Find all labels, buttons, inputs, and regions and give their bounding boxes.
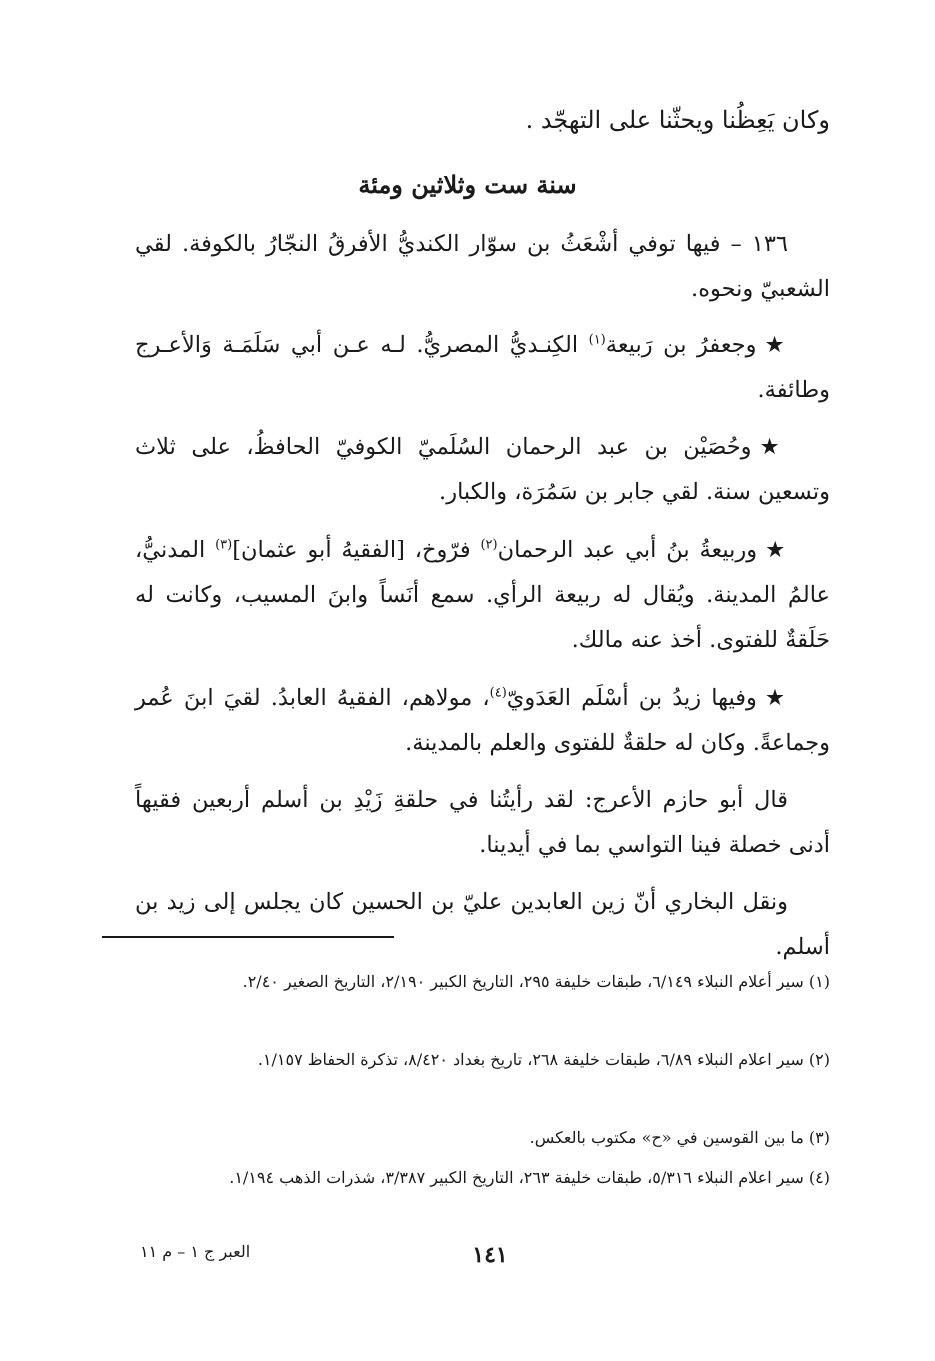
star-marker: ★ <box>765 537 789 563</box>
footnote-ref-2: (٢) <box>480 537 498 553</box>
entry-text: فرّوخ، [الفقيهُ أبو عثمان] <box>232 537 471 563</box>
star-marker: ★ <box>759 434 788 460</box>
closing-paragraph <box>135 880 830 970</box>
entry-text: ١٣٦ – فيها توفي أشْعَثُ بن سوّار الكنديُّ الأفرقُ النجّارُ بالكوفة. لقي الشعبيّ ونحوه. <box>135 231 830 302</box>
footnote-3: (٣) ما بين القوسين في «ح» مكتوب بالعكس. <box>529 1128 830 1147</box>
quote-paragraph <box>135 778 830 868</box>
section-heading: سنة ست وثلاثين ومئة <box>358 170 577 199</box>
signature-mark: العبر ج ١ – م ١١ <box>140 1242 251 1261</box>
star-marker: ★ <box>764 685 788 711</box>
entry-paragraph-1 <box>135 222 830 312</box>
page-footer <box>0 1242 935 1282</box>
entry-paragraph-4 <box>135 528 830 663</box>
entry-text: وجعفرُ بن رَبيعة <box>605 332 757 358</box>
footnote-1: (١) سير أعلام النبلاء ٦/١٤٩، طبقات خليفة ٢٩٥، التاريخ الكبير ٢/١٩٠، التاريخ الصغير ٢/٤٠. <box>242 972 830 991</box>
footnote-separator <box>102 936 394 938</box>
entry-text: ونقل البخاري أنّ زين العابدين عليّ بن الحسين كان يجلس إلى زيد بن أسلم. <box>135 889 830 960</box>
entry-text: وحُصَيْن بن عبد الرحمان السُلَميّ الكوفيّ الحافظُ، على ثلاث وتسعين سنة. لقي جابر بن سَمُرَة، والكبار. <box>135 434 830 505</box>
entry-text: المدنيُّ، عالمُ المدينة. ويُقال له ربيعة الرأي. سمع أنَساً وابنَ المسيب، وكانت له حَلَقةٌ للفتوى. أخذ عنه مالك. <box>135 537 830 653</box>
entry-paragraph-5 <box>135 676 830 766</box>
footnote-4: (٤) سير اعلام النبلاء ٥/٣١٦، طبقات خليفة ٢٦٣، التاريخ الكبير ٣/٣٨٧، شذرات الذهب ١/١٩٤. <box>229 1168 830 1187</box>
entry-text: وربيعةُ بنُ أبي عبد الرحمان <box>497 537 758 563</box>
entry-text: قال أبو حازم الأعرج: لقد رأيتُنا في حلقةِ زَيْدِ بن أسلم أربعين فقيهاً أدنى خصلة فينا التواسي بما في أيدينا. <box>135 787 830 858</box>
footnote-ref-1: (١) <box>588 332 606 348</box>
star-marker: ★ <box>764 332 788 358</box>
entry-text: الكِنـديُّ المصريُّ. لـه عـن أبي سَلَمَـة وَالأعـرج وطائفة. <box>135 332 830 403</box>
entry-paragraph-2 <box>135 323 830 413</box>
footnote-ref-4: (٤) <box>489 685 507 701</box>
footnote-2: (٢) سير اعلام النبلاء ٦/٨٩، طبقات خليفة ٢٦٨، تاريخ بغداد ٨/٤٢٠، تذكرة الحفاظ ١/١٥٧. <box>257 1050 830 1069</box>
footnote-ref-3: (٣) <box>215 537 233 553</box>
page-number: ١٤١ <box>472 1242 508 1268</box>
entry-text: وفيها زيدُ بن أسْلَم العَدَويّ <box>506 685 757 711</box>
entry-paragraph-3 <box>135 425 830 515</box>
opening-line: وكان يَعِظُنا ويحثّنا على التهجّد . <box>525 106 830 134</box>
entry-text: ، مولاهم، الفقيهُ العابدُ. لقيَ ابنَ عُمر وجماعةً. وكان له حلقةٌ للفتوى والعلم بالمدينة. <box>135 685 830 756</box>
